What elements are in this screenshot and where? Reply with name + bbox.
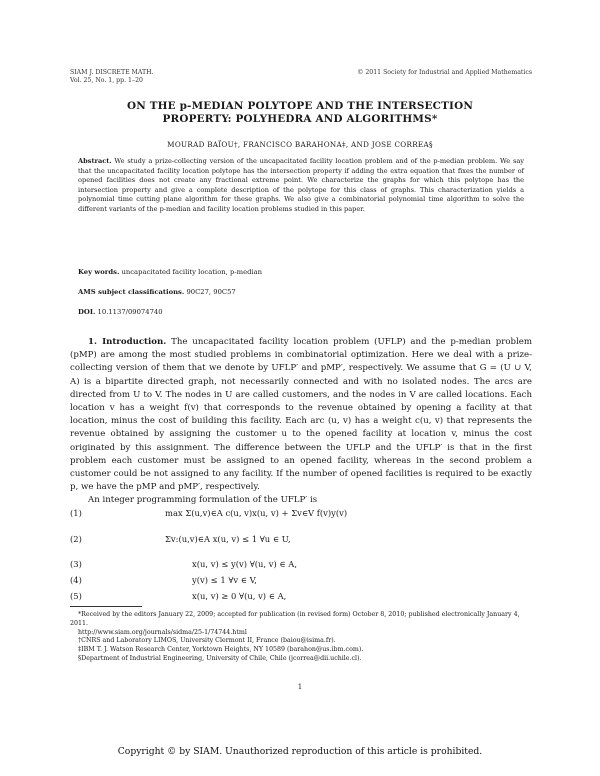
intro-heading: 1. Introduction. (88, 337, 167, 347)
title-line-2: PROPERTY: POLYHEDRA AND ALGORITHMS* (162, 113, 438, 125)
page-number: 1 (297, 683, 303, 691)
footnote-url[interactable]: http://www.siam.org/journals/sidma/25-1/74744.html (78, 628, 247, 636)
abstract-label: Abstract. (78, 157, 112, 165)
introduction-section (70, 336, 532, 508)
ams-label: AMS subject classifications. (78, 288, 185, 296)
journal-name: SIAM J. DISCRETE MATH. (70, 69, 154, 76)
keywords (78, 268, 524, 276)
footnotes (70, 611, 532, 664)
equation-number-2: (2) (70, 534, 82, 544)
footnote-author-2: ‡IBM T. J. Watson Research Center, Yorktown Heights, NY 10589 (barahon@us.ibm.com). (78, 646, 364, 654)
doi-label: DOI. (78, 308, 96, 316)
intro-paragraph-1 (70, 336, 532, 494)
equation-number-3: (3) (70, 559, 82, 569)
equation-1: max Σ(u,v)∈A c(u, v)x(u, v) + Σv∈V f(v)y(v) (165, 508, 348, 518)
ams-text: 90C27, 90C57 (186, 288, 236, 296)
abstract-text: We study a prize-collecting version of the uncapacitated facility location problem and of the p-median problem. We say that the uncapacitated facility location polytope has the intersection property if adding the extra equation that fixes the number of opened facilities does not create any fractional extreme point. We characterize the graphs for which this polytope has the intersection property and give a complete description of the polytope for this class of graphs. This characterization yields a polynomial time cutting plane algorithm for these graphs. We also give a combinatorial polynomial time algorithm to solve the different variants of the p-median and facility location problems studied in this paper. (78, 157, 524, 213)
footnote-author-3: §Department of Industrial Engineering, University of Chile, Chile (jcorrea@dii.uchile.cl). (78, 654, 362, 662)
equation-5: x(u, v) ≥ 0 ∀(u, v) ∈ A, (192, 591, 287, 601)
footnote-received: *Received by the editors January 22, 2009; accepted for publication (in revised form) October 8, 2010; published electronically January 4, 2011. (70, 611, 520, 627)
equation-2: Σv:(u,v)∈A x(u, v) ≤ 1 ∀u ∈ U, (165, 534, 291, 544)
doi-text: 10.1137/09074740 (97, 308, 163, 316)
abstract (78, 157, 524, 215)
intro-paragraph-2: An integer programming formulation of the UFLP′ is (88, 495, 318, 506)
ams-classifications (78, 288, 524, 296)
equation-3: x(u, v) ≤ y(v) ∀(u, v) ∈ A, (192, 559, 297, 569)
footnote-rule (70, 606, 142, 607)
society-copyright: © 2011 Society for Industrial and Applied Mathematics (357, 69, 532, 76)
paper-title (0, 100, 600, 126)
title-line-1: ON THE p-MEDIAN POLYTOPE AND THE INTERSECTION (126, 100, 474, 112)
footnote-author-1: †CNRS and Laboratory LIMOS, University Clermont II, France (baiou@isima.fr). (78, 637, 336, 645)
equation-number-1: (1) (70, 508, 82, 518)
keywords-text: uncapacitated facility location, p-median (121, 268, 263, 276)
journal-volume: Vol. 25, No. 1, pp. 1–20 (70, 77, 143, 84)
equation-number-4: (4) (70, 575, 82, 585)
copyright-notice: Copyright © by SIAM. Unauthorized reproduction of this article is prohibited. (117, 746, 483, 757)
keywords-label: Key words. (78, 268, 120, 276)
journal-header (70, 69, 154, 85)
intro-text: The uncapacitated facility location problem (UFLP) and the p-median problem (pMP) are among the most studied problems in combinatorial optimization. Here we deal with a prize-collecting version of them that we denote by UFLP′ and pMP′, respectively. We assume that G = (U ∪ V, A) is a bipartite directed graph, not necessarily connected and with no isolated nodes. The arcs are directed from U to V. The nodes in U are called customers, and the nodes in V are called locations. Each location v has a weight f(v) that corresponds to the revenue obtained by opening a facility at that location, minus the cost of building this facility. Each arc (u, v) has a weight c(u, v) that represents the revenue obtained by assigning the customer u to the opened facility at location v, minus the cost originated by this assignment. The difference between the UFLP and the UFLP′ is that in the first problem each customer must be assigned to an opened facility, whereas in the second problem a customer could be not assigned to any facility. If the number of opened facilities is required to be exactly p, we have the pMP and pMP′, respectively. (70, 337, 532, 493)
doi (78, 308, 524, 316)
equation-4: y(v) ≤ 1 ∀v ∈ V, (192, 575, 257, 585)
equation-number-5: (5) (70, 591, 82, 601)
author-list: MOURAD BAÏOU†, FRANCISCO BARAHONA‡, AND JOSE CORREA§ (167, 140, 433, 149)
